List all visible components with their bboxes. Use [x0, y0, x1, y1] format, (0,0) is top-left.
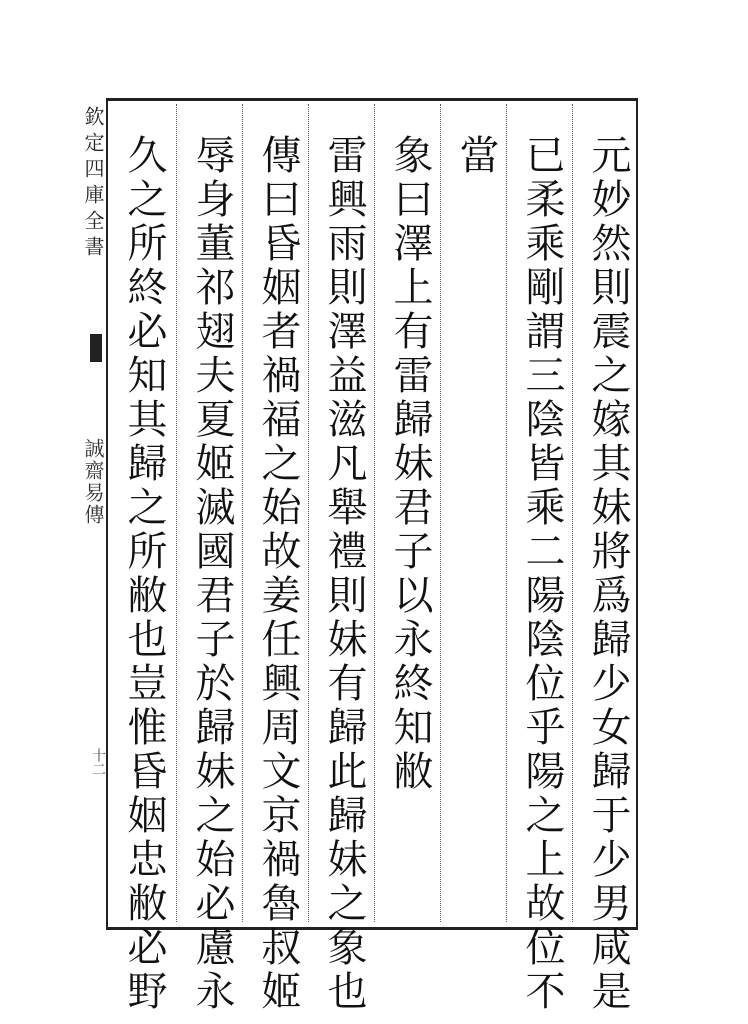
text-column-7: 辱身董祁翅夫夏姬滅國君子於歸妹之始必慮永 [189, 134, 235, 1014]
text-column-4: 象曰澤上有雷歸妹君子以永終知敝 [387, 134, 433, 794]
column-rule [176, 104, 178, 922]
text-column-8: 久之所終必知其歸之所敝也豈惟昏姻忠敝必野 [121, 134, 167, 1014]
text-column-1: 元妙然則震之嫁其妹將爲歸少女歸于少男咸是 [585, 134, 631, 1014]
margin-header: 欽定四庫全書 [81, 106, 105, 262]
text-column-6: 傳曰昏姻者禍福之始故姜任興周文京禍魯叔姬 [255, 134, 301, 1014]
column-rule [506, 104, 508, 922]
margin-book-title: 誠齋易傳 [81, 438, 105, 526]
text-column-2: 已柔乘剛謂三陰皆乘二陽陰位乎陽之上故位不 [519, 134, 565, 1014]
text-column-5: 雷興雨則澤益滋凡舉禮則妹有歸此歸妹之象也 [321, 134, 367, 1014]
margin-page-number: 十二 [90, 748, 106, 776]
column-rule [440, 104, 442, 922]
column-rule [572, 104, 574, 922]
column-rule [242, 104, 244, 922]
fish-tail-mark [90, 334, 102, 362]
column-rule [308, 104, 310, 922]
book-page [80, 98, 650, 1014]
column-rule [374, 104, 376, 922]
text-column-3: 當 [453, 134, 499, 178]
